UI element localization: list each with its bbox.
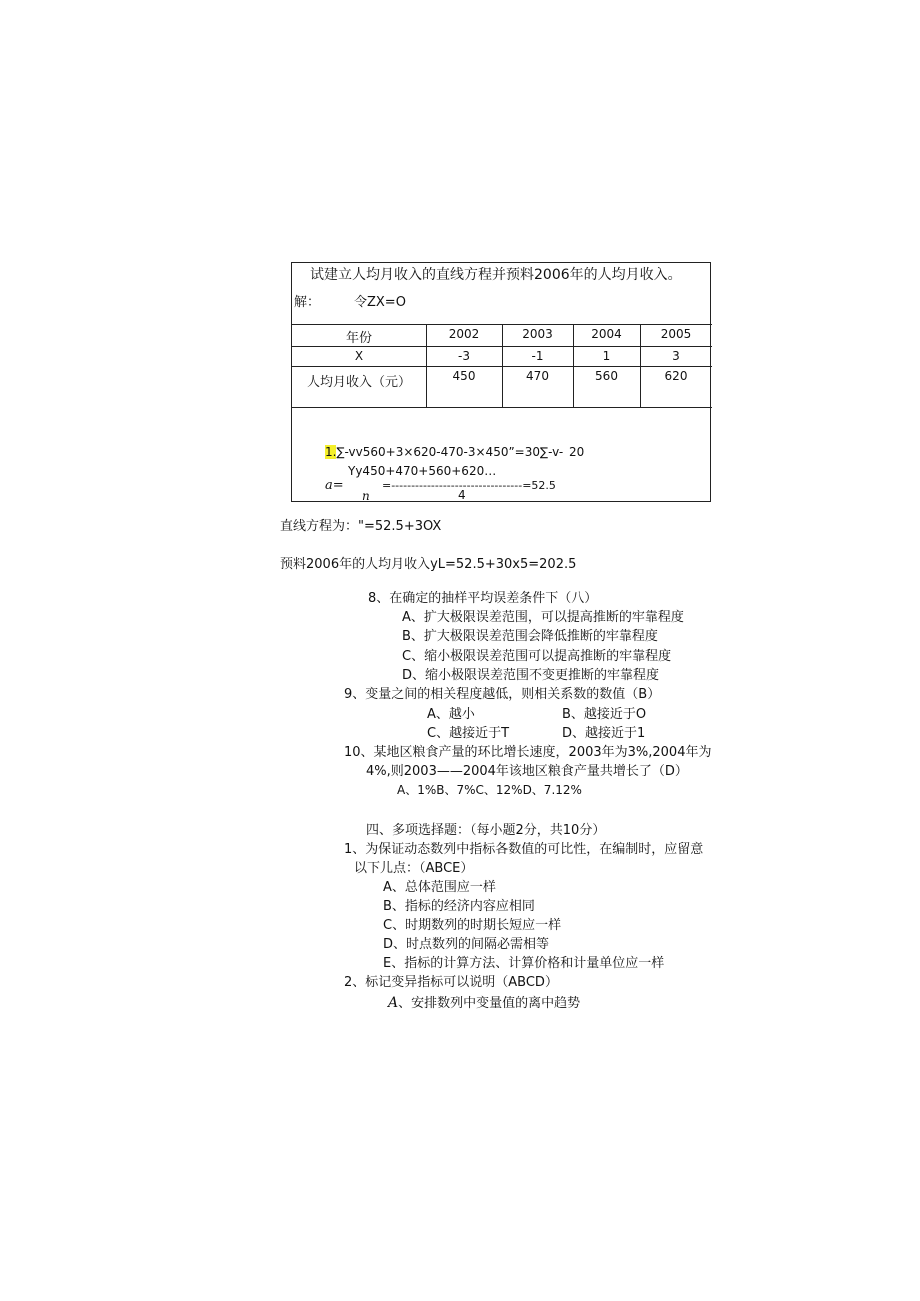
table-cell: 620: [664, 369, 688, 383]
question-8-stem: 8、在确定的抽样平均误差条件下（八）: [368, 591, 598, 606]
table-cell: 人均月收入（元）: [306, 375, 411, 390]
table-header-cell: 2003: [522, 327, 553, 341]
table-cell: X: [354, 349, 364, 363]
multi-q1-option: D、时点数列的间隔必需相等: [383, 937, 550, 952]
table-cell: 470: [526, 369, 549, 383]
formula-line-1: [325, 445, 563, 459]
question-10-options: A、1%B、7%C、12%D、7.12%: [397, 783, 582, 797]
formula-line-3-prefix: a=: [325, 478, 344, 493]
formula-line-1-tail: 20: [569, 445, 585, 459]
table-header-cell: 年份: [345, 331, 372, 346]
table-header-cell: 2005: [660, 327, 692, 341]
question-8-option: C、缩小极限误差范围可以提高推断的牢靠程度: [402, 649, 672, 664]
table-cell: 560: [595, 369, 618, 383]
question-9-option: D、越接近于1: [562, 726, 646, 741]
formula-denominator: 4: [458, 488, 466, 502]
formula-line-2: Yy450+470+560+620…: [348, 464, 497, 478]
assumption-text: 令ZX=O: [354, 295, 406, 310]
question-9-option: B、越接近于O: [562, 707, 647, 722]
highlight-marker: 1.: [325, 445, 337, 459]
question-10-stem-cont: 4%,则2003——2004年该地区粮食产量共增长了（D）: [366, 764, 688, 779]
question-8-option: D、缩小极限误差范围不变更推断的牢靠程度: [402, 668, 660, 683]
question-9-option: A、越小: [427, 707, 475, 722]
table-cell: -3: [458, 349, 470, 363]
table-rule: [292, 407, 712, 408]
question-10-stem: 10、某地区粮食产量的环比增长速度，2003年为3%,2004年为: [344, 745, 712, 760]
multi-q2-option: [388, 995, 580, 1012]
table-cell: 450: [452, 369, 476, 383]
multi-q1-stem: 1、为保证动态数列中指标各数值的可比性，在编制时，应留意: [344, 842, 704, 857]
question-8-option: B、扩大极限误差范围会降低推断的牢靠程度: [402, 629, 658, 644]
multi-q1-option: B、指标的经济内容应相同: [383, 899, 535, 914]
question-8-option: A、扩大极限误差范围，可以提高推断的牢靠程度: [402, 610, 684, 625]
multi-q1-stem-cont: 以下儿点：（ABCE）: [354, 861, 474, 876]
solution-label: 解：: [294, 295, 321, 310]
section-heading: 四、多项选择题：（每小题2分，共10分）: [366, 823, 606, 838]
formula-denominator-n: n: [362, 489, 370, 503]
table-header-cell: 2004: [591, 327, 622, 341]
multi-q2-option-text: 、安排数列中变量值的离中趋势: [398, 996, 581, 1011]
table-cell: 3: [672, 349, 680, 363]
question-9-option: C、越接近于T: [427, 726, 510, 741]
formula-line-1-text: ∑-vv560+3×620-470-3×450”=30∑-v-: [336, 445, 564, 459]
multi-q2-stem: 2、标记变异指标可以说明（ABCD）: [344, 975, 558, 990]
table-cell: -1: [531, 349, 544, 363]
question-9-stem: 9、变量之间的相关程度越低，则相关系数的数值（B）: [344, 687, 661, 702]
multi-q2-option-letter: A: [388, 995, 399, 1011]
multi-q1-option: C、时期数列的时期长短应一样: [383, 918, 562, 933]
forecast-line: 预料2006年的人均月收入yL=52.5+30x5=202.5: [280, 557, 577, 572]
line-equation: 直线方程为："=52.5+3OX: [280, 519, 442, 534]
multi-q1-option: E、指标的计算方法、计算价格和计量单位应一样: [383, 956, 665, 971]
table-header-cell: 2002: [448, 327, 480, 341]
table-cell: 1: [602, 349, 611, 363]
multi-q1-option: A、总体范围应一样: [383, 880, 496, 895]
problem-prompt: 试建立人均月收入的直线方程并预料2006年的人均月收入。: [310, 267, 682, 283]
formula-line-3: =---------------------------------=52.5: [382, 479, 556, 492]
solution-box: [291, 262, 711, 502]
